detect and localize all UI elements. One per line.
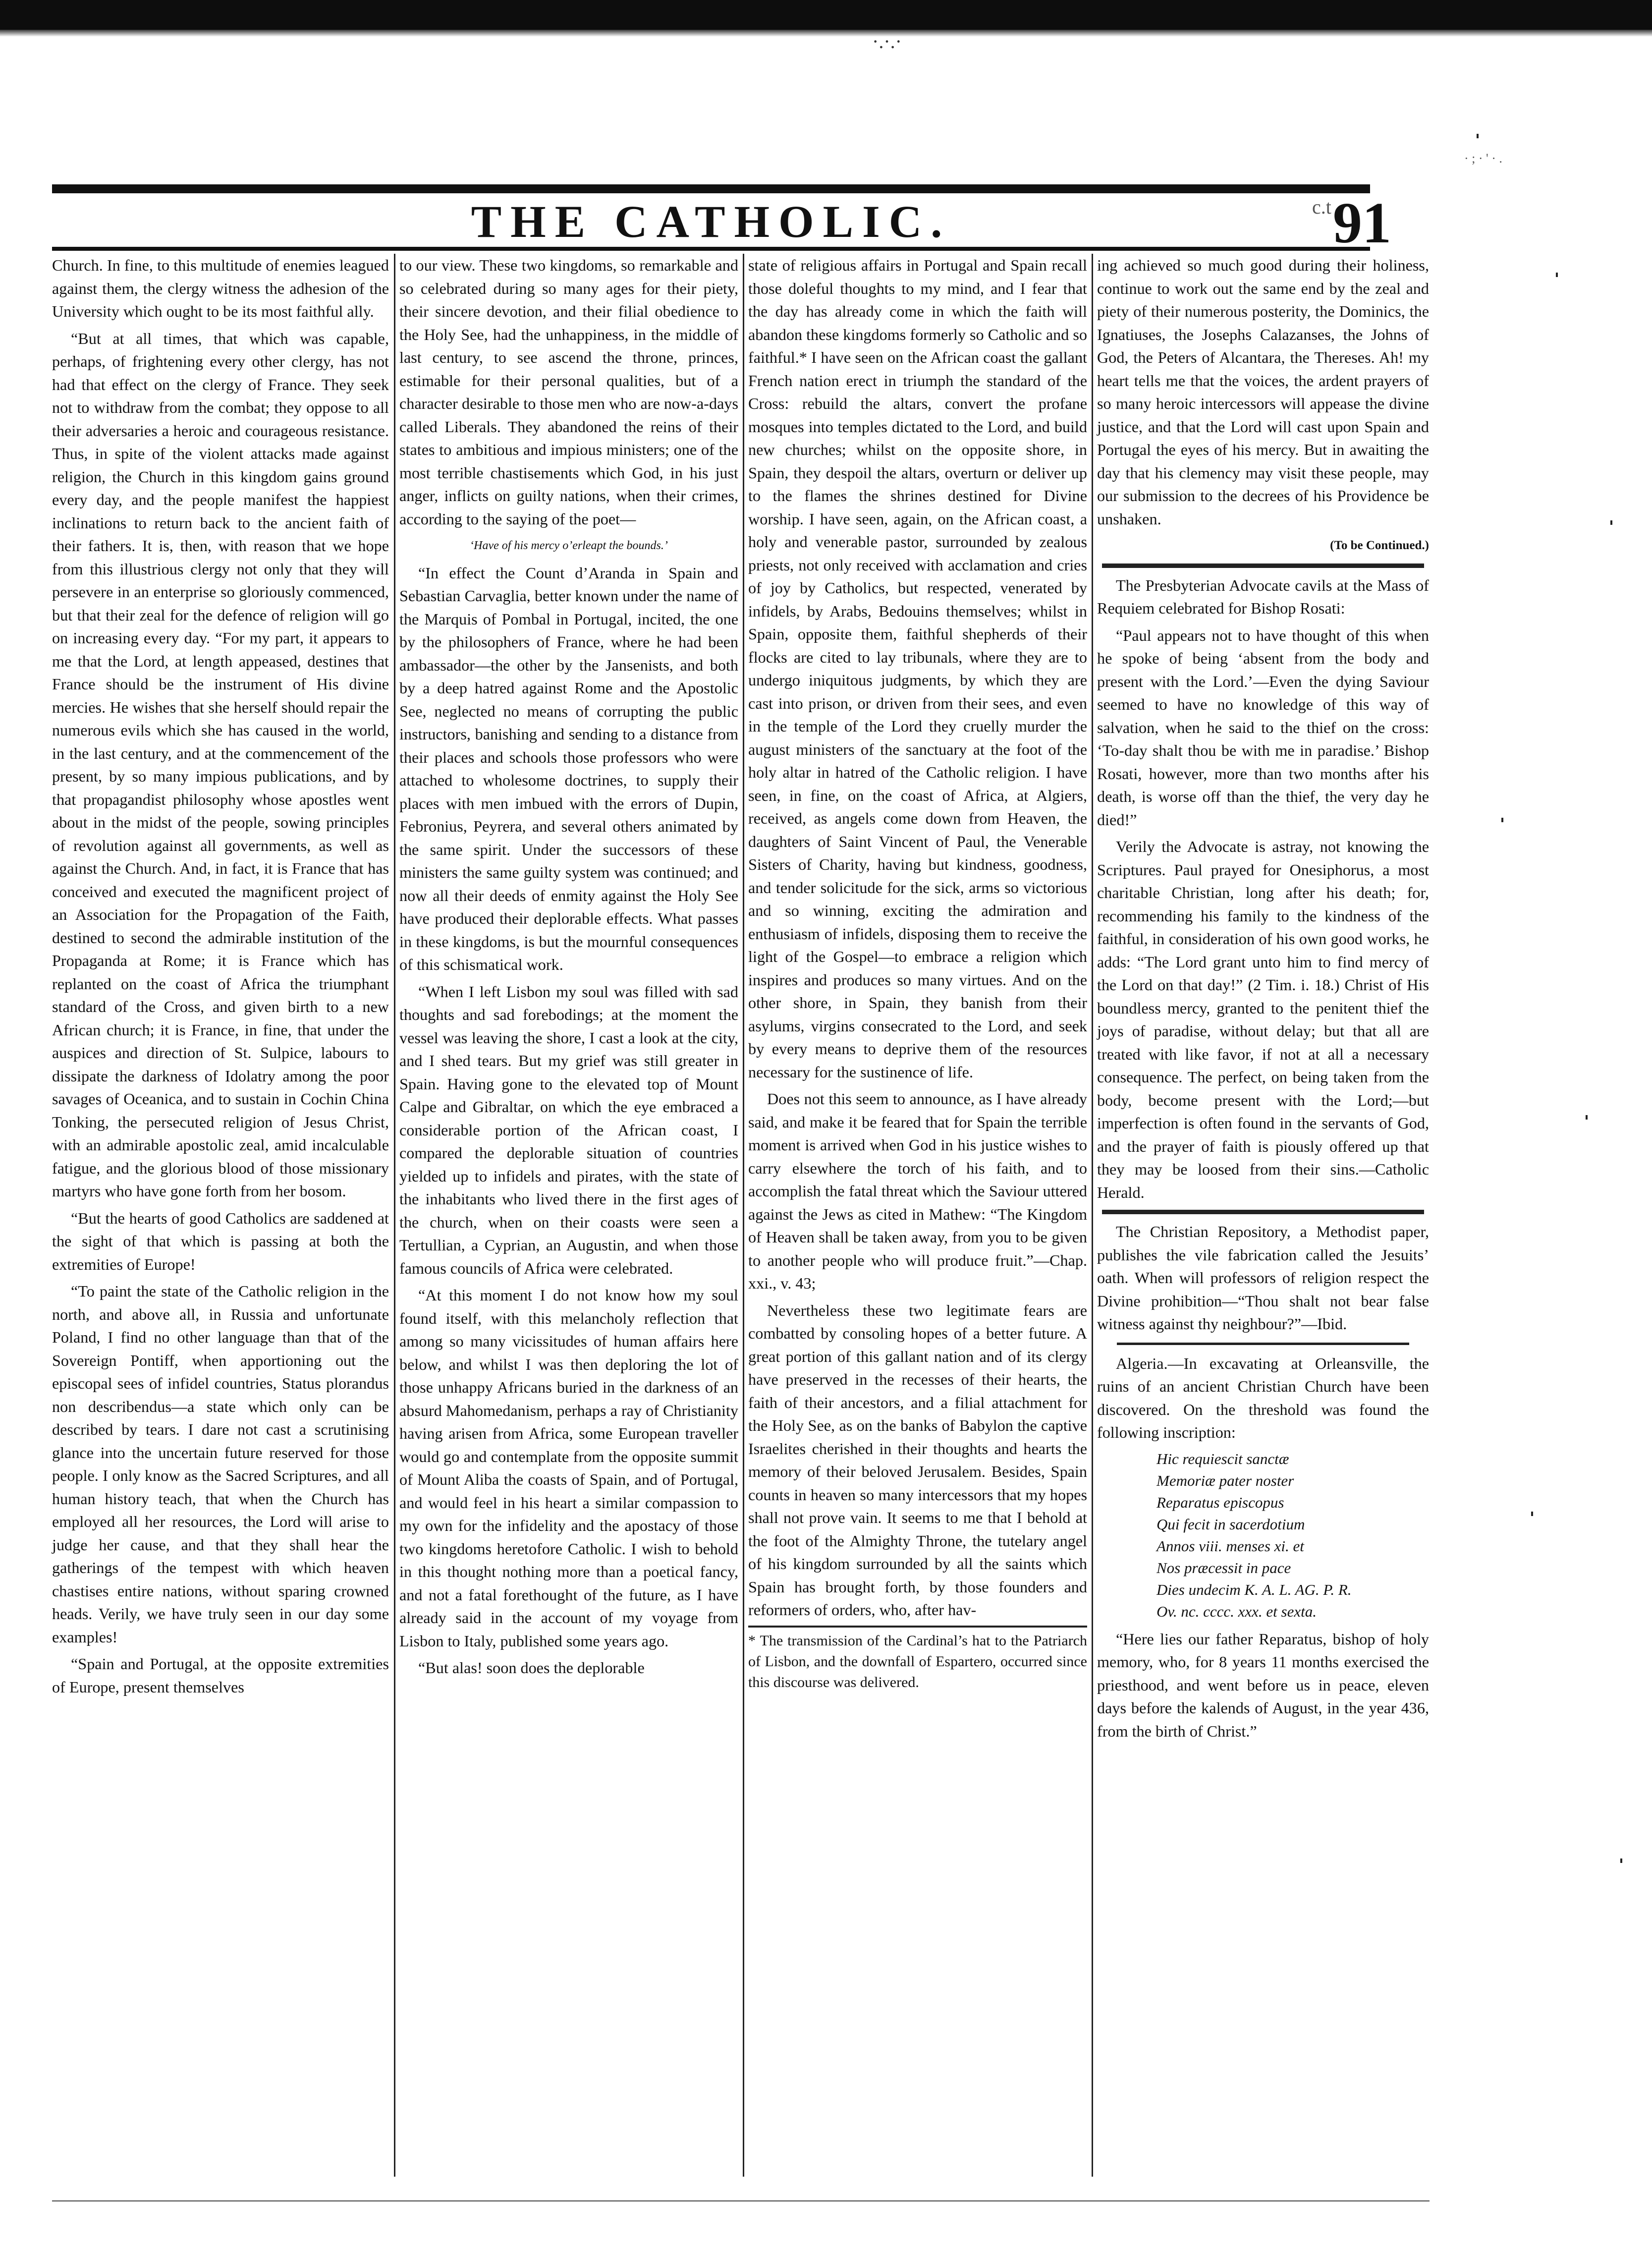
inscription-line: Annos viii. menses xi. et (1156, 1537, 1304, 1555)
paragraph: The Presbyterian Advocate cavils at the Mass of Requiem celebrated for Bishop Rosati: (1097, 576, 1429, 617)
paragraph: “In effect the Count d’Aranda in Spain and Sebastian Carvaglia, better known under the name of the Marquis of Pombal in Portugal, incited, the one by the philosophers of France, where he had been ambassador—the other by the Jansenists, and both by a deep hatred against Rome and the Apostolic See, neglected no means of corrupting the public instructors, banishing and sending to a distance from their places and schools those professors who were attached to wholesome doctrines, to supply their places with men imbued with the errors of Dupin, Febronius, Peyrera, and several others animated by the same spirit. Under the successors of these ministers the same guilty system was continued; and now all their deeds of enmity against the Holy See have produced their deplorable effects. What passes in these kingdoms, is but the mournful consequences of this schismatical work. (399, 563, 738, 973)
speck (1501, 818, 1503, 822)
speck (1556, 273, 1558, 277)
column-4 (1097, 254, 1429, 2177)
masthead-rule-bottom (52, 247, 1370, 251)
scan-specks (1457, 74, 1645, 2205)
inscription-line: Reparatus episcopus (1156, 1493, 1284, 1511)
stray-mark: ·.·.· (872, 30, 902, 53)
masthead (52, 184, 1370, 254)
page-number: 91 (1333, 190, 1391, 255)
margin-fragment: · ; · ' · . (1464, 151, 1502, 166)
scan-top-shadow (0, 30, 1652, 37)
column-3 (748, 254, 1087, 2177)
speck (1620, 1858, 1622, 1863)
speck (1610, 520, 1612, 525)
continued-note: (To be Continued.) (1330, 539, 1429, 552)
paragraph: to our view. These two kingdoms, so remarkable and so celebrated during so many ages for their piety, their sincere devotion, and their filial obedience to the Holy See, had the unhappiness, in the middle of last century, to see ascend the throne, princes, estimable for their personal qualities, but of a character desirable to those men who are now-a-days called Liberals. They abandoned the reins of their states to ambitious and impious ministers; one of the most terrible chastisements which God, in his just anger, inflicts on guilty nations, when their crimes, according to the saying of the poet— (399, 256, 738, 528)
page-number-note: c.t (1312, 196, 1331, 218)
column-divider (743, 254, 744, 2177)
paragraph: “To paint the state of the Catholic religion in the north, and above all, in Russia and unfortunate Poland, I find no other language than that of the Sovereign Pontiff, when apportioning out the episcopal sees of infidel countries, Status plorandus non describendus—a state which only can be described by tears. I dare not cast a scrutinising glance into the uncertain future reserved for those people. I only know as the Sacred Scriptures, and all human history teach, that when the Church has employed all her resources, the Lord will arise to judge her cause, and that they shall hear the gatherings of the tempest with which heaven chastises entire nations, without sparing crowned heads. Verily, we have truly seen in our day some examples! (52, 1282, 389, 1646)
masthead-rule-top (52, 184, 1370, 193)
paragraph: Verily the Advocate is astray, not knowing the Scriptures. Paul prayed for Onesiphorus, a most charitable Christian, long after his death; for, recommending his family to the kindness of the faithful, in consideration of his own good works, he adds: “The Lord grant unto him to find mercy of the Lord on that day!” (2 Tim. i. 18.) Christ of His boundless mercy, granted to the penitent thief the joys of paradise, without delay; but that all are treated with like favor, if not at all a necessary consequence. The perfect, on being taken from the body, become present with the Lord;—but imperfection is often found in the servants of God, and the prayer of faith is piously offered up that they may be loosed from their sins.—Catholic Herald. (1097, 838, 1429, 1201)
column-1 (52, 254, 389, 2177)
column-divider (394, 254, 395, 2177)
inscription-line: Hic requiescit sanctæ (1156, 1450, 1289, 1467)
paragraph: “But at all times, that which was capable, perhaps, of frightening every other clergy, has not had that effect on the clergy of France. They seek not to withdraw from the combat; they oppose to all their adversaries a heroic and courageous resistance. Thus, in spite of the violent attacks made against religion, the Church in this kingdom gains ground every day, and the people manifest the happiest inclinations to return back to the ancient faith of their fathers. It is, then, with reason that we hope from this illustrious clergy not only that they will persevere in an enterprise so gloriously commenced, but that their zeal for the defence of religion will go on increasing every day. “For my part, it appears to me that the Lord, at length appeased, destines that France should be the instrument of His divine mercies. He wishes that she herself should repair the numerous evils which she has caused in the world, in the last century, and at the commencement of the present, by so many impious publications, and by that propagandist philosophy whose apostles went about in the midst of the people, sowing principles of revolution against all governments, as well as against the Church. And, in fact, it is France that has conceived and executed the magnificent project of an Association for the Propagation of the Faith, destined to second the admirable institution of the Propaganda at Rome; it is France which has replanted on the coast of Africa the triumphant standard of the Cross, and given birth to a new African church; it is France, in fine, that under the auspices and direction of St. Sulpice, labours to dissipate the darkness of Idolatry among the poor savages of Oceanica, and to sustain in Cochin China Tonking, the persecuted religion of Jesus Christ, with an admirable apostolic zeal, amid incalculable fatigue, and the glorious blood of those missionary martyrs who have gone forth from her bosom. (52, 329, 389, 1200)
scan-top-border (0, 0, 1652, 30)
section-rule (1117, 1343, 1409, 1345)
paragraph: Church. In fine, to this multitude of enemies leagued against them, the clergy witness the adhesion of the University which ought to be its most faithful ally. (52, 256, 389, 320)
section-rule (1102, 1210, 1424, 1214)
bottom-rule (52, 2200, 1430, 2201)
inscription-line: Memoriæ pater noster (1156, 1471, 1294, 1489)
speck (1586, 1115, 1588, 1120)
column-2 (399, 254, 738, 2177)
inscription-line: Qui fecit in sacerdotium (1156, 1515, 1305, 1533)
inscription-line: Ov. nc. cccc. xxx. et sexta. (1156, 1602, 1317, 1620)
inscription (1156, 1448, 1429, 1623)
paragraph: The Christian Repository, a Methodist paper, publishes the vile fabrication called the Jesuits’ oath. When will professors of religion respect the Divine prohibition—“Thou shalt not bear false witness against thy neighbour?”—Ibid. (1097, 1223, 1429, 1333)
paragraph: state of religious affairs in Portugal and Spain recall those doleful thoughts to my mind, and I fear that the day has already come in which the faith will abandon these kingdoms formerly so Catholic and so faithful.* I have seen on the African coast the gallant French nation erect in triumph the standard of the Cross: rebuild the altars, convert the profane mosques into temples dictated to the Lord, and build new churches; whilst on the opposite shore, in Spain, they despoil the altars, overturn or deliver up to the flames the shrines destined for Divine worship. I have seen, again, on the African coast, a holy and venerable pastor, surrounded by zealous priests, not only received with acclamation and cries of joy by Catholics, but respected, venerated by infidels, by Arabs, Bedouins themselves; whilst in Spain, opposite them, faithful shepherds of their flocks are cited to lay tribunals, where they are to undergo iniquitous judgments, by which they are cast into prison, or driven from their sees, and even in the temple of the Lord they cruelly murder the august ministers of the sanctuary at the foot of the holy altar in hatred of the Catholic religion. I have seen, in fine, on the coast of Africa, at Algiers, received, as angels come down from Heaven, the daughters of Saint Vincent of Paul, the Venerable Sisters of Charity, having but kindness, goodness, and tender solicitude for the sick, arms so victorious and so winning, exciting the admiration and enthusiasm of infidels, disposing them to receive the light of the Gospel—to embrace a religion which inspires and produces so many virtues. And on the other shore, in Spain, they banish from their asylums, virgins consecrated to the Lord, and seek by every means to deprive them of the resources necessary for the sustinence of life. (748, 256, 1087, 1081)
paragraph: Algeria.—In excavating at Orleansville, the ruins of an ancient Christian Church have been discovered. On the threshold was found the following inscription: (1097, 1354, 1429, 1441)
paragraph: “When I left Lisbon my soul was filled with sad thoughts and sad forebodings; at the moment the vessel was leaving the shore, I cast a look at the city, and I shed tears. But my grief was still greater in Spain. Having gone to the elevated top of Mount Calpe and Gibraltar, on which the eye embraced a considerable portion of the African coast, I compared the deplorable situation of countries yielded up to infidels and pirates, with the state of the inhabitants who lived there in the first ages of the church, when on their coasts were seen a Tertullian, a Cyprian, an Augustin, and when those famous councils of Africa were celebrated. (399, 982, 738, 1277)
poet-quote: ‘Have of his mercy o’erleapt the bounds.’ (470, 539, 668, 552)
page-title: THE CATHOLIC. (471, 196, 951, 247)
paragraph: “At this moment I do not know how my soul found itself, with this melancholy reflection that among so many vicissitudes of human affairs here below, and whilst I was then deploring the lot of those unhappy Africans buried in the darkness of an absurd Mahomedanism, perhaps a ray of Christianity having arisen from Africa, some European traveller would go and contemplate from the opposite summit of Mount Aliba the coasts of Spain, and of Portugal, and would feel in his heart a similar compassion to my own for the infidelity and the apostacy of those two kingdoms heretofore Catholic. I wish to behold in this thought nothing more than a poetical fancy, and not a fatal forethought of the future, as I have already said in the account of my voyage from Lisbon to Italy, published some years ago. (399, 1286, 738, 1650)
speck (1477, 134, 1479, 138)
paragraph: Nevertheless these two legitimate fears are combatted by consoling hopes of a better future. A great portion of this gallant nation and of its clergy have preserved in the recesses of their hearts, the faith of their ancestors, and a filial attachment for the Holy See, as on the banks of Babylon the captive Israelites cherished in their thoughts and hearts the memory of their beloved Jerusalem. Besides, Spain counts in heaven so many intercessors that my hopes shall not prove vain. It seems to me that I behold at the foot of the Almighty Throne, the tutelary angel of his kingdom surrounded by all the saints which Spain has brought forth, by those founders and reformers of orders, who, after hav- (748, 1301, 1087, 1619)
inscription-line: Dies undecim K. A. L. AG. P. R. (1156, 1580, 1352, 1598)
speck (1531, 1512, 1533, 1516)
footnote: * The transmission of the Cardinal’s hat to the Patriarch of Lisbon, and the downfall of Espartero, occurred since this discourse was delivered. (748, 1626, 1087, 1693)
paragraph: “Spain and Portugal, at the opposite extremities of Europe, present themselves (52, 1655, 389, 1696)
paragraph: “But alas! soon does the deplorable (418, 1659, 645, 1677)
paragraph: “But the hearts of good Catholics are saddened at the sight of that which is passing at both the extremities of Europe! (52, 1209, 389, 1273)
quoted-paragraph: “Paul appears not to have thought of this when he spoke of being ‘absent from the body and present with the Lord.’—Even the dying Saviour seemed to have no knowledge of this way of salvation, when he said to the thief on the cross: ‘To-day shalt thou be with me in paradise.’ Bishop Rosati, however, more than two months after his death, is worse off than the thief, the very day he died!” (1097, 626, 1429, 829)
inscription-line: Nos præcessit in pace (1156, 1559, 1291, 1576)
paragraph: Does not this seem to announce, as I have already said, and make it be feared that for Spain the terrible moment is arrived when God in his justice wishes to carry elsewhere the torch of his faith, and to accomplish the fatal threat which the Saviour uttered against the Jews as cited in Mathew: “The Kingdom of Heaven shall be taken away, from you to be given to another people who will produce fruit.”—Chap. xxi., v. 43; (748, 1090, 1087, 1292)
section-rule (1102, 563, 1424, 568)
column-divider (1092, 254, 1093, 2177)
paragraph: ing achieved so much good during their holiness, continue to work out the same end by the zeal and piety of their numerous posterity, the Dominics, the Ignatiuses, the Josephs Calazanses, the Johns of God, the Peters of Alcantara, the Thereses. Ah! my heart tells me that the voices, the ardent prayers of so many heroic intercessors will appease the divine justice, and that the Lord will cast upon Spain and Portugal the eyes of his mercy. But in awaiting the day that his clemency may visit these people, may our submission to the decrees of his Providence be unshaken. (1097, 256, 1429, 528)
paragraph: “Here lies our father Reparatus, bishop of holy memory, who, for 8 years 11 months exercised the priesthood, and went before us in peace, eleven days before the kalends of August, in the year 436, from the birth of Christ.” (1097, 1630, 1429, 1740)
